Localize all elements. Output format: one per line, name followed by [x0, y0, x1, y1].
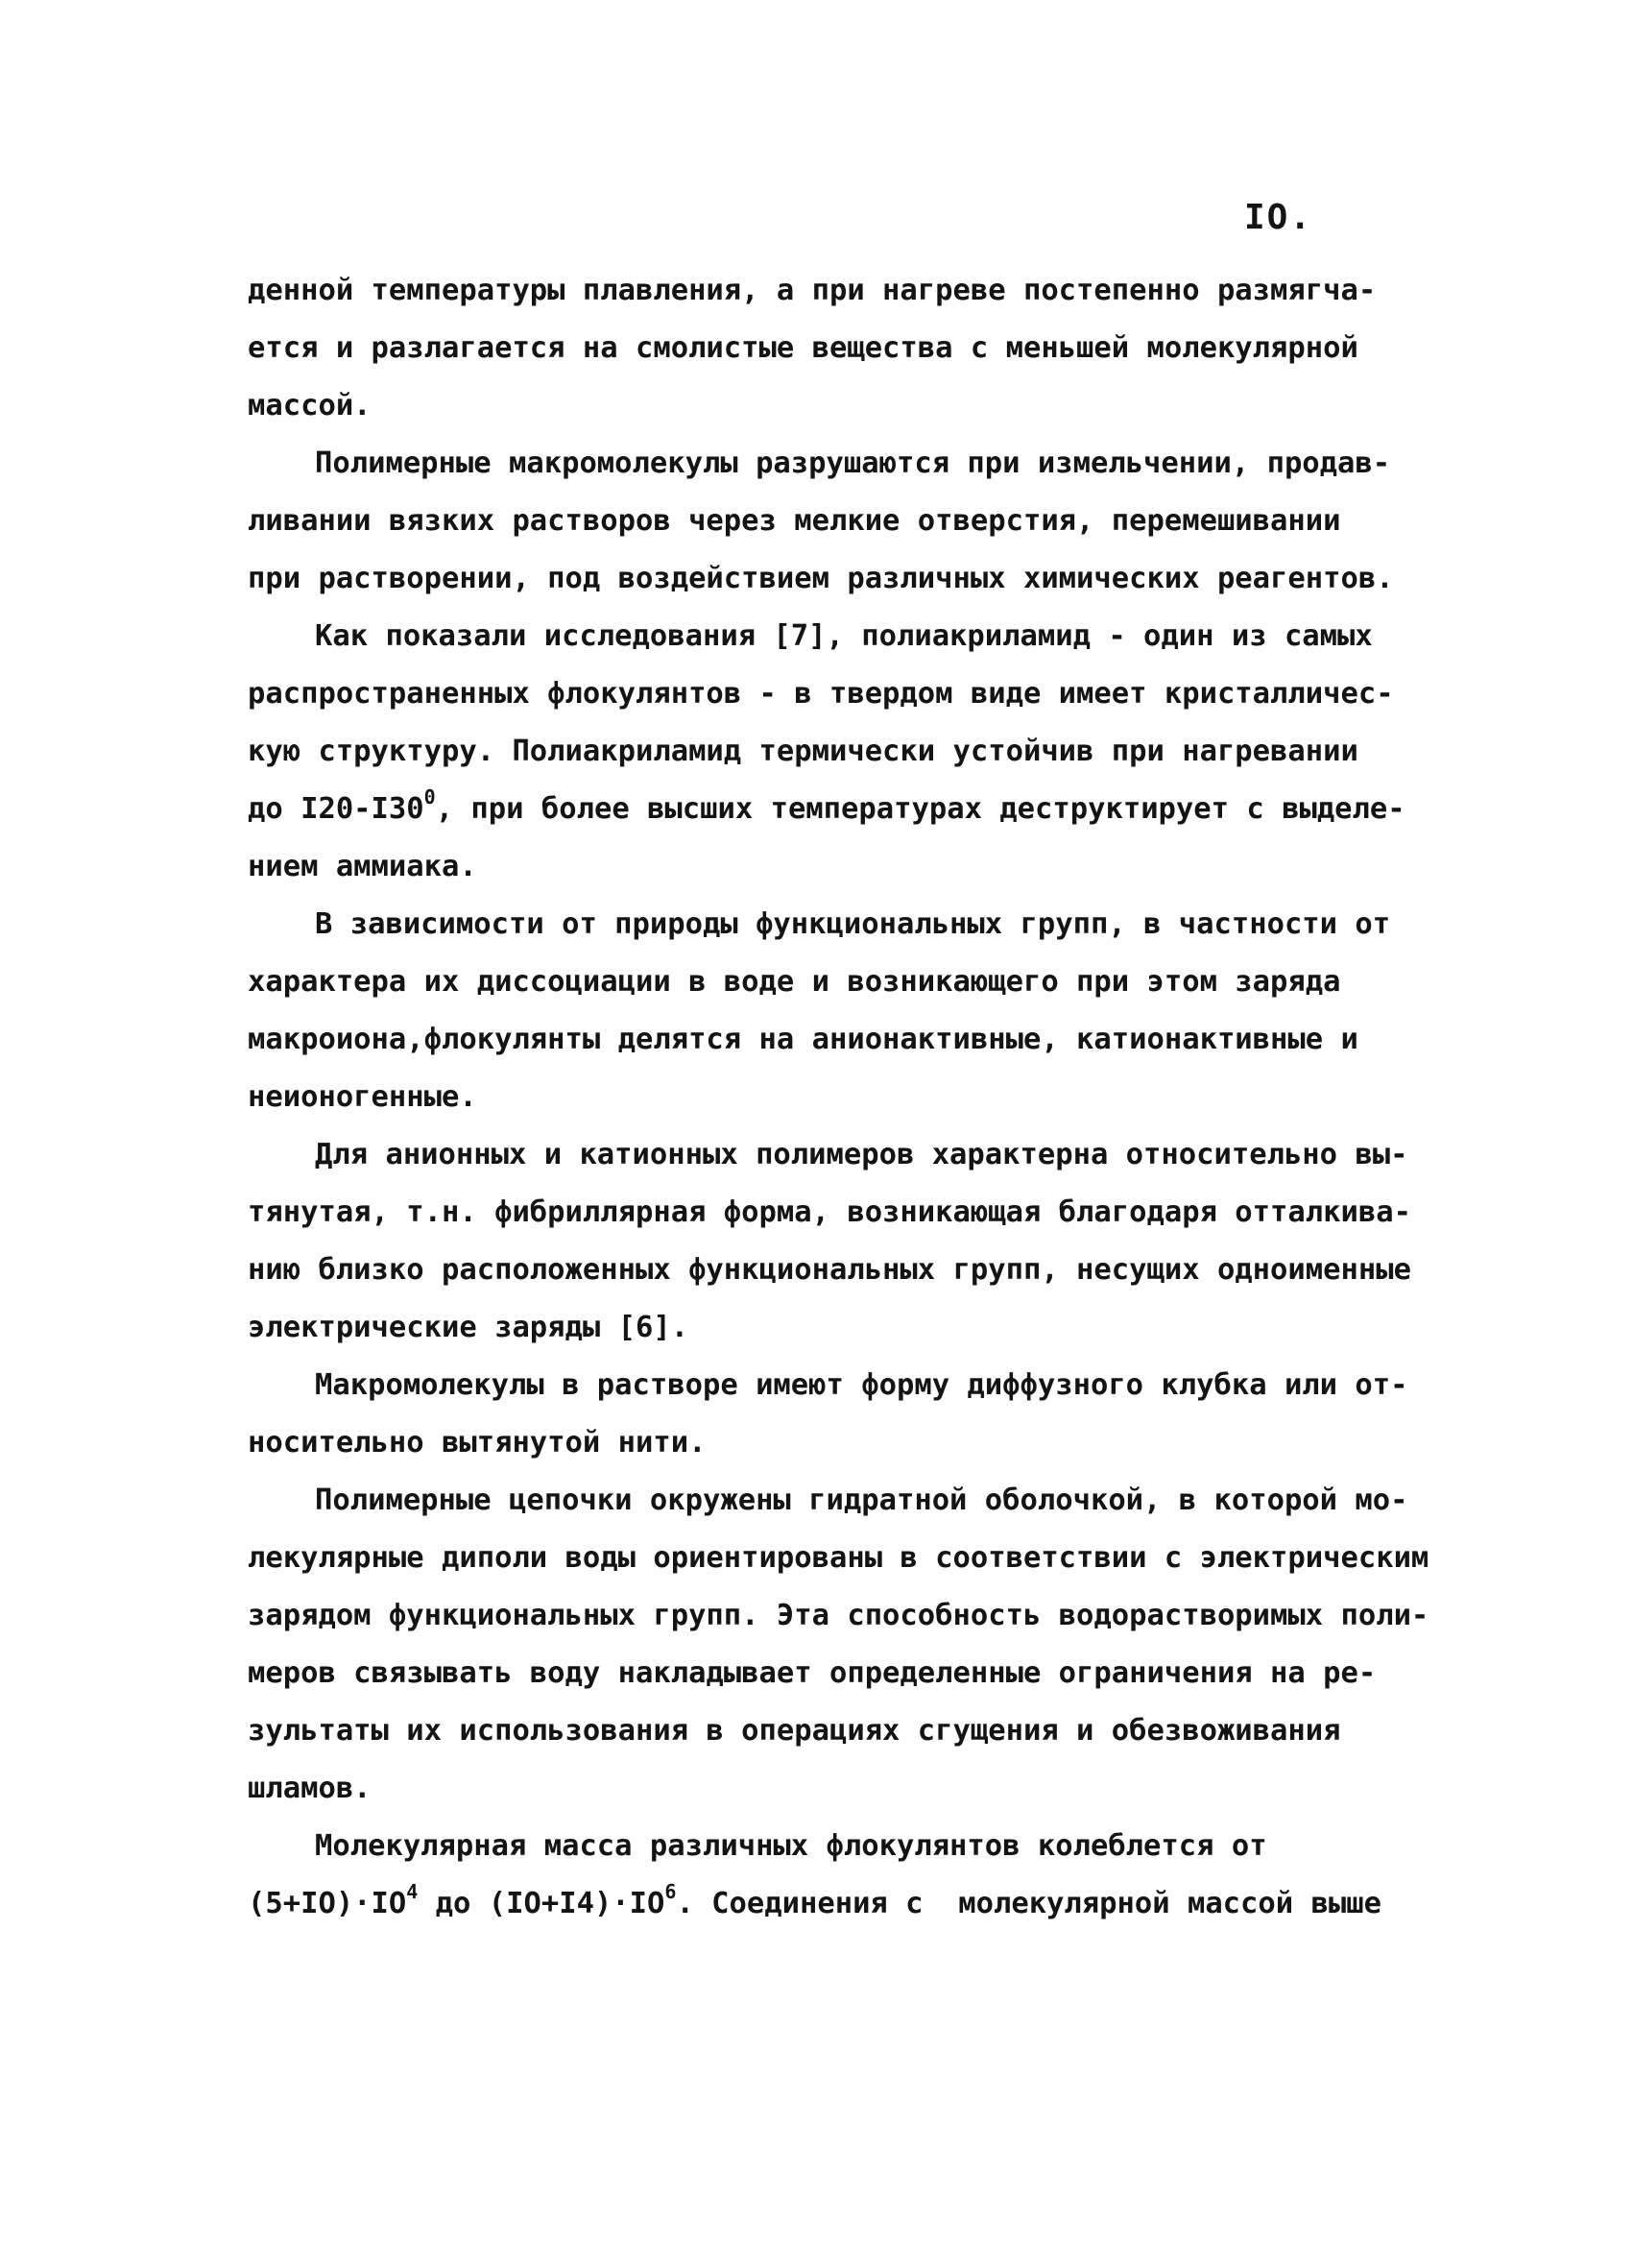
- text-line: макроиона,флокулянты делятся на анионактивные, катионактивные и: [248, 1023, 1358, 1056]
- paragraph-start-line: Полимерные макромолекулы разрушаются при измельчении, продав-: [315, 446, 1391, 480]
- text-line: носительно вытянутой нити.: [248, 1426, 707, 1460]
- paragraph-start-line: Как показали исследования [7], полиакриламид - один из самых: [315, 619, 1373, 653]
- page-number: IO.: [1244, 198, 1313, 237]
- text-line: неионогенные.: [248, 1080, 477, 1114]
- paragraph-start-line: Макромолекулы в растворе имеют форму диффузного клубка или от-: [315, 1368, 1408, 1402]
- text-line-with-superscript: [248, 1879, 1381, 1920]
- superscript: 4: [406, 1879, 419, 1903]
- paragraph-start-line: Полимерные цепочки окружены гидратной оболочкой, в которой мо-: [315, 1484, 1408, 1517]
- text-fragment: (5+IO)·IO: [248, 1887, 407, 1920]
- text-fragment: . Соединения с молекулярной массой выше: [676, 1887, 1381, 1920]
- text-line: ется и разлагается на смолистые вещества с меньшей молекулярной: [248, 331, 1358, 365]
- text-line: денной температуры плавления, а при нагреве постепенно размягча-: [248, 274, 1377, 307]
- text-fragment: до (IO+I4)·IO: [418, 1887, 665, 1920]
- text-line: шламов.: [248, 1772, 372, 1805]
- text-line: электрические заряды [6].: [248, 1311, 689, 1344]
- text-line: массой.: [248, 389, 372, 422]
- text-line: зарядом функциональных групп. Эта способность водорастворимых поли-: [248, 1599, 1429, 1632]
- text-fragment: до I20-I30: [248, 792, 424, 826]
- text-line-with-superscript: [248, 784, 1405, 826]
- text-fragment: , при более высших температурах деструктирует с выделе-: [435, 792, 1405, 826]
- paragraph-start-line: В зависимости от природы функциональных групп, в частности от: [315, 907, 1391, 941]
- text-line: кую структуру. Полиакриламид термически устойчив при нагревании: [248, 735, 1358, 768]
- paragraph-start-line: Для анионных и катионных полимеров характерна относительно вы-: [315, 1138, 1408, 1171]
- text-line: нием аммиака.: [248, 850, 477, 883]
- text-line: лекулярные диполи воды ориентированы в соответствии с электрическим: [248, 1541, 1429, 1575]
- text-line: характера их диссоциации в воде и возникающего при этом заряда: [248, 965, 1341, 999]
- text-line: зультаты их использования в операциях сгущения и обезвоживания: [248, 1714, 1341, 1748]
- text-line: ливании вязких растворов через мелкие отверстия, перемешивании: [248, 504, 1341, 538]
- paragraph-start-line: Молекулярная масса различных флокулянтов колеблется от: [315, 1829, 1267, 1863]
- superscript: 6: [664, 1879, 677, 1903]
- text-line: меров связывать воду накладывает определенные ограничения на ре-: [248, 1656, 1377, 1690]
- text-line: тянутая, т.н. фибриллярная форма, возникающая благодаря отталкива-: [248, 1195, 1411, 1229]
- text-line: распространенных флокулянтов - в твердом виде имеет кристалличес-: [248, 677, 1394, 711]
- superscript: 0: [423, 784, 436, 808]
- text-line: нию близко расположенных функциональных групп, несущих одноименные: [248, 1253, 1411, 1287]
- text-line: при растворении, под воздействием различных химических реагентов.: [248, 562, 1394, 595]
